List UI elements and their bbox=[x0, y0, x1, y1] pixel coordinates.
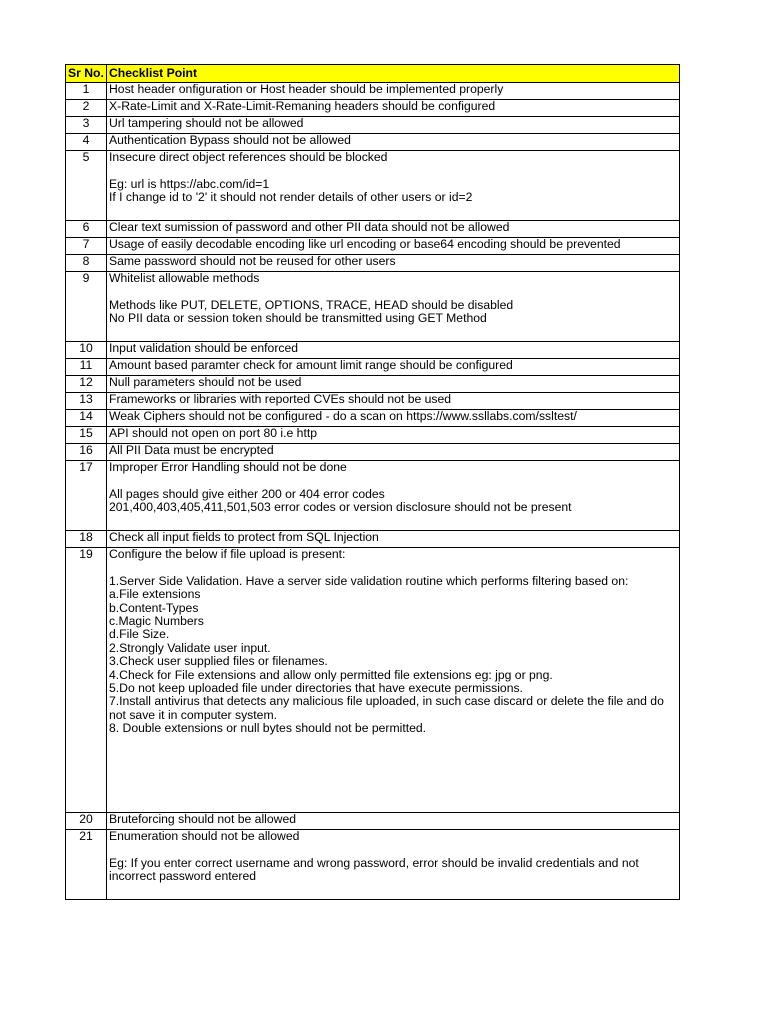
table-row bbox=[66, 134, 680, 151]
sr-no-cell: 21 bbox=[66, 830, 107, 900]
checklist-point-cell: All PII Data must be encrypted bbox=[107, 444, 680, 461]
sr-no-cell: 13 bbox=[66, 393, 107, 410]
checklist-point-cell: Url tampering should not be allowed bbox=[107, 117, 680, 134]
sr-no-cell: 16 bbox=[66, 444, 107, 461]
header-row bbox=[66, 65, 680, 83]
table-row bbox=[66, 813, 680, 830]
checklist-point-cell: Enumeration should not be allowed Eg: If you enter correct username and wrong password, error should be invalid credentials and not incorrect password entered bbox=[107, 830, 680, 900]
sr-no-cell: 15 bbox=[66, 427, 107, 444]
sr-no-cell: 6 bbox=[66, 221, 107, 238]
sr-no-cell: 3 bbox=[66, 117, 107, 134]
checklist-point-cell: Insecure direct object references should be blocked Eg: url is https://abc.com/id=1 If I change id to '2' it should not render details of other users or id=2 bbox=[107, 151, 680, 221]
table-row bbox=[66, 548, 680, 813]
table-row bbox=[66, 830, 680, 900]
table-row bbox=[66, 376, 680, 393]
table-row bbox=[66, 83, 680, 100]
table-row bbox=[66, 531, 680, 548]
sr-no-cell: 2 bbox=[66, 100, 107, 117]
header-checklist-point: Checklist Point bbox=[107, 65, 680, 83]
table-row bbox=[66, 444, 680, 461]
checklist-point-cell: Usage of easily decodable encoding like url encoding or base64 encoding should be prevented bbox=[107, 238, 680, 255]
table-row bbox=[66, 221, 680, 238]
table-row bbox=[66, 117, 680, 134]
sr-no-cell: 4 bbox=[66, 134, 107, 151]
table-row bbox=[66, 272, 680, 342]
sr-no-cell: 18 bbox=[66, 531, 107, 548]
table-row bbox=[66, 255, 680, 272]
sr-no-cell: 14 bbox=[66, 410, 107, 427]
checklist-point-cell: Check all input fields to protect from SQL Injection bbox=[107, 531, 680, 548]
sr-no-cell: 8 bbox=[66, 255, 107, 272]
checklist-point-cell: API should not open on port 80 i.e http bbox=[107, 427, 680, 444]
checklist-point-cell: Same password should not be reused for other users bbox=[107, 255, 680, 272]
checklist-table bbox=[65, 64, 680, 900]
table-row bbox=[66, 461, 680, 531]
header-sr-no: Sr No. bbox=[66, 65, 107, 83]
table-row bbox=[66, 410, 680, 427]
checklist-point-cell: Authentication Bypass should not be allowed bbox=[107, 134, 680, 151]
table-row bbox=[66, 427, 680, 444]
table-row bbox=[66, 359, 680, 376]
sr-no-cell: 5 bbox=[66, 151, 107, 221]
sr-no-cell: 10 bbox=[66, 342, 107, 359]
table-row bbox=[66, 238, 680, 255]
sr-no-cell: 1 bbox=[66, 83, 107, 100]
checklist-point-cell: Frameworks or libraries with reported CVEs should not be used bbox=[107, 393, 680, 410]
checklist-point-cell: Configure the below if file upload is present: 1.Server Side Validation. Have a server side validation routine which performs filtering based on: a.File extensions b.Content-Types c.Magic Numbers d.File Size. 2.Strongly Validate user input. 3.Check user supplied files or filenames. 4.Check for File extensions and allow only permitted file extensions eg: jpg or png. 5.Do not keep uploaded file under directories that have execute permissions. 7.Install antivirus that detects any malicious file uploaded, in such case discard or delete the file and do not save it in computer system. 8. Double extensions or null bytes should not be permitted. bbox=[107, 548, 680, 813]
sr-no-cell: 7 bbox=[66, 238, 107, 255]
table-row bbox=[66, 100, 680, 117]
checklist-point-cell: Input validation should be enforced bbox=[107, 342, 680, 359]
checklist-point-cell: Weak Ciphers should not be configured - do a scan on https://www.ssllabs.com/ssltest/ bbox=[107, 410, 680, 427]
checklist-point-cell: Whitelist allowable methods Methods like PUT, DELETE, OPTIONS, TRACE, HEAD should be disabled No PII data or session token should be transmitted using GET Method bbox=[107, 272, 680, 342]
checklist-point-cell: Null parameters should not be used bbox=[107, 376, 680, 393]
checklist-point-cell: Clear text sumission of password and other PII data should not be allowed bbox=[107, 221, 680, 238]
checklist-point-cell: X-Rate-Limit and X-Rate-Limit-Remaning headers should be configured bbox=[107, 100, 680, 117]
checklist-point-cell: Host header onfiguration or Host header should be implemented properly bbox=[107, 83, 680, 100]
table-row bbox=[66, 393, 680, 410]
sr-no-cell: 17 bbox=[66, 461, 107, 531]
sr-no-cell: 19 bbox=[66, 548, 107, 813]
sr-no-cell: 9 bbox=[66, 272, 107, 342]
checklist-point-cell: Improper Error Handling should not be done All pages should give either 200 or 404 error codes 201,400,403,405,411,501,503 error codes or version disclosure should not be present bbox=[107, 461, 680, 531]
table-row bbox=[66, 151, 680, 221]
checklist-point-cell: Bruteforcing should not be allowed bbox=[107, 813, 680, 830]
checklist-point-cell: Amount based paramter check for amount limit range should be configured bbox=[107, 359, 680, 376]
sr-no-cell: 20 bbox=[66, 813, 107, 830]
table-row bbox=[66, 342, 680, 359]
sr-no-cell: 12 bbox=[66, 376, 107, 393]
sr-no-cell: 11 bbox=[66, 359, 107, 376]
